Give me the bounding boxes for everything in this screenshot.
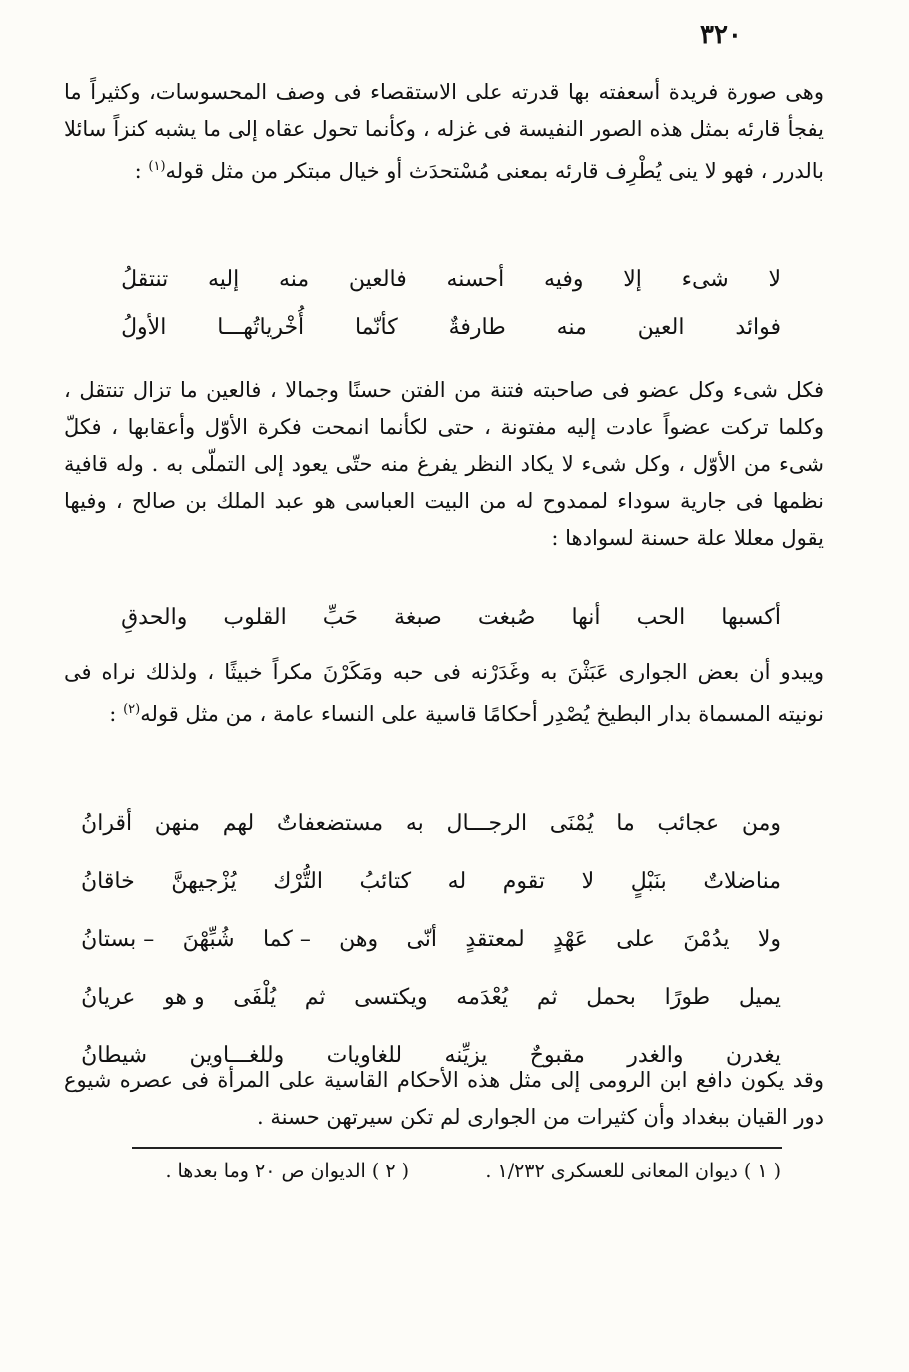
verse-word: طارفةٌ xyxy=(448,314,506,340)
verse-word: أقرانُ xyxy=(81,810,133,836)
verse-word: شيطانُ xyxy=(81,1042,148,1068)
verse-word: تقوم xyxy=(502,868,545,894)
verse-word: القلوب xyxy=(223,604,287,630)
verse-line xyxy=(121,594,781,640)
verse-word: ويكتسى xyxy=(354,984,428,1010)
verse-word: على xyxy=(616,926,655,952)
verse-word: يغدرن xyxy=(725,1042,781,1068)
verse-word: به xyxy=(405,810,424,836)
verse-word: منه xyxy=(556,314,587,340)
verse-word: صُبغت xyxy=(477,604,536,630)
paragraph-3 xyxy=(64,654,824,733)
verse-word: إلا xyxy=(623,266,642,292)
verse-word: ومن xyxy=(741,810,781,836)
verse-word: أُخْرياتُهـــا xyxy=(217,314,305,340)
verse-line xyxy=(81,794,781,852)
verse-word: منهن xyxy=(154,810,201,836)
verse-line xyxy=(121,256,781,302)
verse-group-3 xyxy=(81,794,781,1084)
verse-word: عجائب xyxy=(657,810,720,836)
verse-word: للغاويات xyxy=(326,1042,403,1068)
verse-word: يدُمْنَ xyxy=(683,926,730,952)
verse-word: وفيه xyxy=(543,266,584,292)
verse-word: عَهْدٍ xyxy=(553,926,588,952)
verse-word: ثم xyxy=(536,984,558,1010)
verse-word: تنتقلُ xyxy=(121,266,169,292)
verse-word: العين xyxy=(637,314,685,340)
verse-word: شىء xyxy=(681,266,729,292)
verse-word: فالعين xyxy=(348,266,407,292)
verse-word: منه xyxy=(278,266,310,292)
verse-word: يزيِّنه xyxy=(444,1042,488,1068)
verse-word: أنها xyxy=(571,604,601,630)
verse-word: له xyxy=(447,868,467,894)
verse-word: التُّرْك xyxy=(273,868,323,894)
verse-word: يُلْفَى xyxy=(233,984,277,1010)
verse-word: عريانُ xyxy=(81,984,136,1010)
verse-word: لا xyxy=(768,266,781,292)
verse-word: شُبِّهْنَ xyxy=(182,926,235,952)
verse-line xyxy=(81,852,781,910)
verse-word: حَبِّ xyxy=(322,604,358,630)
paragraph-1 xyxy=(64,74,824,190)
verse-word: صبغة xyxy=(394,604,442,630)
verse-word: لهم xyxy=(222,810,255,836)
verse-word: يميل xyxy=(738,984,781,1010)
verse-line xyxy=(121,304,781,350)
verse-word: يُزْجيهنَّ xyxy=(171,868,237,894)
verse-word: فوائد xyxy=(735,314,781,340)
paragraph-1-text: وهى صورة فريدة أسعفته بها قدرته على الاستقصاء فى وصف المحسوسات، وكثيراً ما يفجأ قارئه بمثل هذه الصور النفيسة فى غزله ، وكأنما تحول عقاه إلى ما يشبه كنزاً سائلا بالدرر ، فهو لا ينى يُطْرِف قارئه بمعنى مُسْتحدَث أو خيال مبتكر من مثل قوله xyxy=(64,80,824,183)
paragraph-3-text: ويبدو أن بعض الجوارى عَبَثْنَ به وغَدَرْنه فى حبه ومَكَرْنَ مكراً خبيثًا ، ولذلك نراه فى نونيته المسماة بدار البطيخ يُصْدِر أحكامًا قاسية على النساء عامة ، من مثل قوله xyxy=(64,660,824,726)
footnote-ref-1: (١) xyxy=(148,159,166,174)
verse-word: مقبوحٌ xyxy=(529,1042,585,1068)
verse-line xyxy=(81,910,781,968)
verse-word: وهن xyxy=(339,926,379,952)
verse-word: إليه xyxy=(207,266,240,292)
footnote-1: ( ١ ) ديوان المعانى للعسكرى ١/٢٣٢ . xyxy=(485,1160,781,1182)
verse-word: مستضعفاتٌ xyxy=(276,810,384,836)
paragraph-4: وقد يكون دافع ابن الرومى إلى مثل هذه الأحكام القاسية على المرأة فى عصره شيوع دور القيان ببغداد وأن كثيرات من الجوارى لم تكن سيرتهن حسنة . xyxy=(64,1068,824,1129)
verse-word: كتائبُ xyxy=(359,868,412,894)
verse-word: يُعْدَمه xyxy=(456,984,509,1010)
verse-word: والغدر xyxy=(627,1042,684,1068)
verse-word: – بستانُ xyxy=(81,926,155,952)
footnote-ref-2: (٢) xyxy=(123,702,141,717)
verse-word: أحسنه xyxy=(446,266,505,292)
footnote-divider xyxy=(132,1147,782,1149)
verse-word: يُمْنَى xyxy=(549,810,594,836)
verse-word: مناضلاتٌ xyxy=(703,868,781,894)
verse-word: ما xyxy=(616,810,635,836)
verse-word: ولا xyxy=(757,926,781,952)
verse-word: لا xyxy=(581,868,595,894)
verse-word: وللغـــاوين xyxy=(189,1042,285,1068)
verse-word: بنَبْلٍ xyxy=(630,868,667,894)
verse-word: أكسبها xyxy=(721,604,781,630)
verse-word: لمعتقدٍ xyxy=(465,926,525,952)
verse-line xyxy=(81,968,781,1026)
verse-word: أنّى xyxy=(406,926,438,952)
footnote-2: ( ٢ ) الديوان ص ٢٠ وما بعدها . xyxy=(165,1160,409,1182)
verse-word: الأولُ xyxy=(121,314,167,340)
colon: : xyxy=(109,702,124,726)
colon: : xyxy=(134,159,149,183)
verse-word: – كما xyxy=(262,926,311,952)
verse-word: طورًا xyxy=(664,984,711,1010)
verse-word: الحب xyxy=(636,604,686,630)
verse-word: و هو xyxy=(164,984,205,1010)
verse-word: والحدقِ xyxy=(121,604,188,630)
verse-word: كأنّما xyxy=(355,314,398,340)
page-number: ٣٢٠ xyxy=(700,20,742,50)
verse-word: خاقانُ xyxy=(81,868,135,894)
verse-word: ثم xyxy=(304,984,326,1010)
verse-word: بحمل xyxy=(586,984,636,1010)
paragraph-2: فكل شىء وكل عضو فى صاحبته فتنة من الفتن حسنًا وجمالا ، فالعين ما تزال تنتقل ، وكلما تركت عضواً عادت إليه مفتونة ، حتى لكأنما انمحت فكرة الأوّل وأعقابها ، فكلّ شىء من الأوّل ، وكل شىء لا يكاد النظر يفرغ منه حتّى يعود إلى التملّى به . وله قافية نظمها فى جارية سوداء لممدوح له من البيت العباسى هو عبد الملك بن صالح ، وفيها يقول معللا علة حسنة لسوادها : xyxy=(64,378,824,550)
verse-word: الرجـــال xyxy=(446,810,528,836)
